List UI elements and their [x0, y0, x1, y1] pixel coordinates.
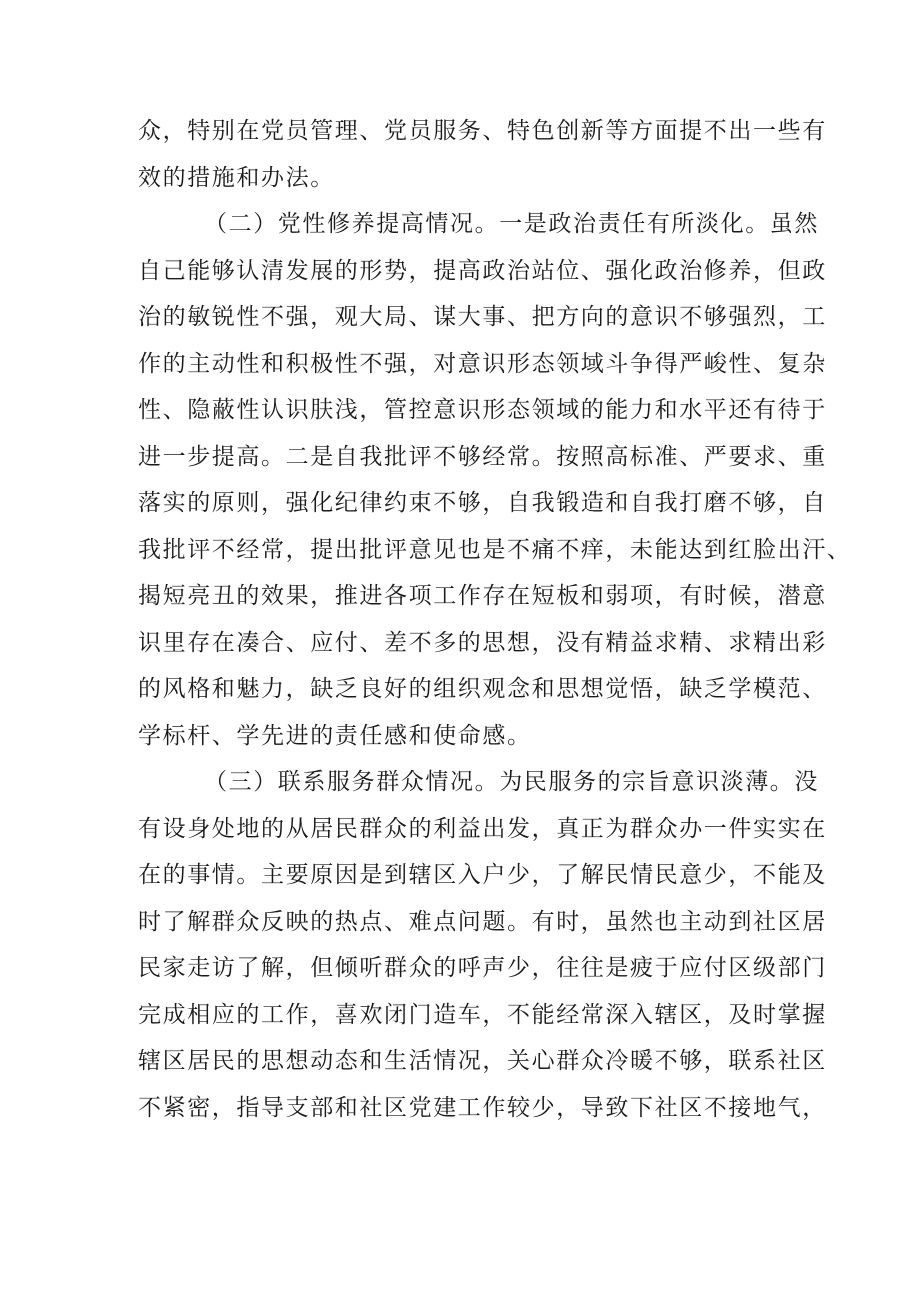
text-line: 作的主动性和积极性不强，对意识形态领域斗争得严峻性、复杂 [138, 350, 827, 377]
text-line: 落实的原则，强化纪律约束不够，自我锻造和自我打磨不够，自 [138, 490, 827, 516]
text-line: （三）联系服务群众情况。为民服务的宗旨意识淡薄。没 [204, 769, 819, 795]
text-line: 的风格和魅力，缺乏良好的组织观念和思想觉悟，缺乏学模范、 [138, 676, 827, 702]
text-line: 进一步提高。二是自我批评不够经常。按照高标准、严要求、重 [138, 443, 827, 470]
paragraph-party-spirit [138, 201, 852, 759]
text-line: 学标杆、学先进的责任感和使命感。 [138, 722, 532, 749]
text-line: 民家走访了解，但倾听群众的呼声少，往往是疲于应付区级部门 [138, 955, 827, 981]
text-line: 性、隐蔽性认识肤浅，管控意识形态领域的能力和水平还有待于 [138, 397, 827, 423]
text-line: 辖区居民的思想动态和生活情况，关心群众冷暖不够，联系社区 [138, 1048, 827, 1074]
text-line: 有设身处地的从居民群众的利益出发，真正为群众办一件实实在 [138, 815, 827, 842]
text-line: 在的事情。主要原因是到辖区入户少，了解民情民意少，不能及 [138, 862, 827, 888]
text-line: 时了解群众反映的热点、难点问题。有时，虽然也主动到社区居 [138, 908, 827, 935]
paragraph-serving-masses [138, 759, 827, 1131]
text-line: 揭短亮丑的效果，推进各项工作存在短板和弱项，有时候，潜意 [138, 583, 827, 609]
text-line: 完成相应的工作，喜欢闭门造车，不能经常深入辖区，及时掌握 [138, 1001, 827, 1028]
text-line: （二）党性修养提高情况。一是政治责任有所淡化。虽然 [204, 211, 819, 237]
text-line: 众，特别在党员管理、党员服务、特色创新等方面提不出一些有 [138, 118, 827, 144]
text-line: 识里存在凑合、应付、差不多的思想，没有精益求精、求精出彩 [138, 629, 827, 656]
text-line: 我批评不经常，提出批评意见也是不痛不痒，未能达到红脸出汗、 [138, 536, 852, 563]
text-line: 不紧密，指导支部和社区党建工作较少，导致下社区不接地气， [138, 1094, 827, 1121]
text-line: 自己能够认清发展的形势，提高政治站位、强化政治修养，但政 [138, 257, 827, 284]
text-line: 效的措施和办法。 [138, 164, 335, 191]
document-body [138, 108, 852, 1131]
paragraph-continuation [138, 108, 827, 201]
text-line: 治的敏锐性不强，观大局、谋大事、把方向的意识不够强烈，工 [138, 304, 827, 330]
